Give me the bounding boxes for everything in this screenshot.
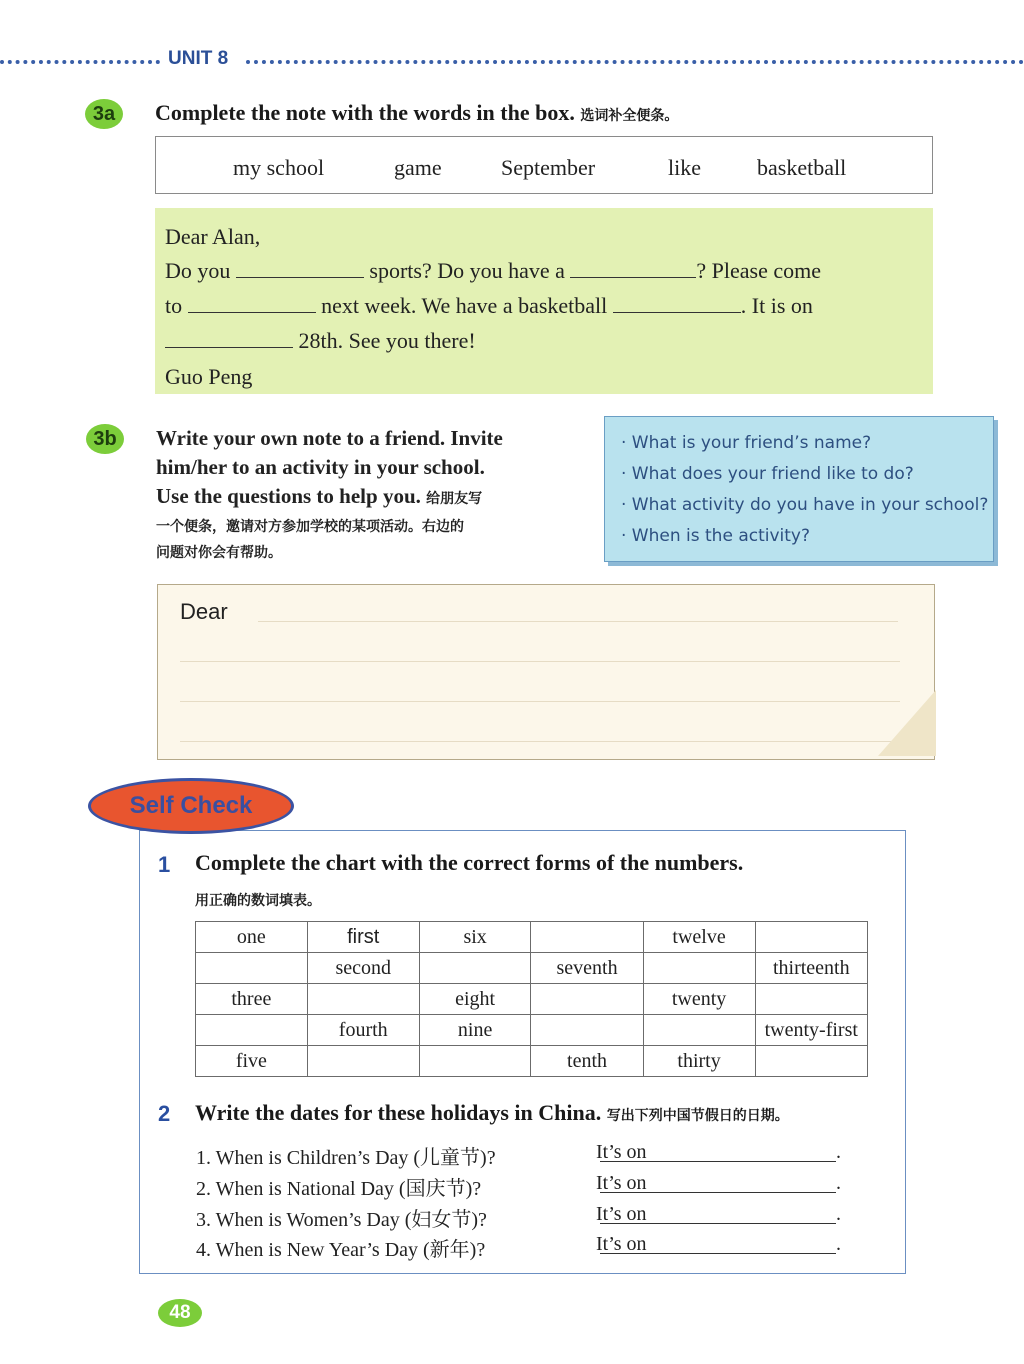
writing-line bbox=[258, 621, 898, 622]
chart-cell: one bbox=[196, 922, 308, 953]
badge-3a: 3a bbox=[85, 99, 123, 129]
question-item: · What is your friend’s name? bbox=[621, 433, 872, 453]
chart-cell-blank[interactable] bbox=[531, 922, 643, 953]
note-blank[interactable] bbox=[613, 294, 741, 313]
instruction-q1: Complete the chart with the correct forms of the numbers. bbox=[195, 850, 744, 875]
instruction-3a: Complete the note with the words in the box. 选词补全便条。 bbox=[155, 100, 679, 125]
chart-cell-blank[interactable] bbox=[419, 953, 531, 984]
chart-cell-blank[interactable] bbox=[307, 1046, 419, 1077]
unit-label: UNIT 8 bbox=[168, 48, 229, 69]
question-number-2: 2 bbox=[158, 1101, 171, 1126]
chart-cell: five bbox=[196, 1046, 308, 1077]
chart-cell-blank[interactable] bbox=[196, 1015, 308, 1046]
chart-cell: twelve bbox=[643, 922, 755, 953]
chart-cell: thirty bbox=[643, 1046, 755, 1077]
note-signature: Guo Peng bbox=[165, 364, 253, 389]
chart-row bbox=[196, 1015, 868, 1046]
header-dots-left bbox=[0, 60, 160, 64]
answer-blank[interactable] bbox=[600, 1161, 836, 1162]
chart-cell: fourth bbox=[307, 1015, 419, 1046]
question-item: · What does your friend like to do? bbox=[621, 464, 914, 484]
page-fold-decoration bbox=[878, 690, 936, 756]
note-line-2: to next week. We have a basketball . It is on bbox=[165, 293, 813, 318]
writing-line bbox=[180, 701, 900, 702]
writing-area[interactable] bbox=[157, 584, 935, 760]
question-number-1: 1 bbox=[158, 852, 171, 877]
note-blank[interactable] bbox=[236, 259, 364, 278]
chart-cell-blank[interactable] bbox=[755, 1046, 867, 1077]
chart-cell-blank[interactable] bbox=[643, 1015, 755, 1046]
writing-line bbox=[180, 661, 900, 662]
chart-cell: eight bbox=[419, 984, 531, 1015]
self-check-title: Self Check bbox=[88, 778, 294, 834]
numbers-chart bbox=[195, 921, 868, 1077]
question-item: · What activity do you have in your school? bbox=[621, 495, 989, 515]
chart-cell-blank[interactable] bbox=[196, 953, 308, 984]
chart-cell: three bbox=[196, 984, 308, 1015]
word-option: September bbox=[501, 155, 596, 180]
holiday-item: 4. When is New Year’s Day (新年)? It’s on . bbox=[196, 1233, 841, 1261]
chart-row bbox=[196, 922, 868, 953]
page-number: 48 bbox=[158, 1299, 202, 1327]
note-blank[interactable] bbox=[188, 294, 316, 313]
note-line-3: 28th. See you there! bbox=[165, 328, 476, 354]
questions-box bbox=[604, 416, 994, 562]
chart-cell: twenty-first bbox=[755, 1015, 867, 1046]
note-greeting: Dear Alan, bbox=[165, 224, 261, 249]
answer-blank[interactable] bbox=[600, 1223, 836, 1224]
chart-cell-blank[interactable] bbox=[531, 984, 643, 1015]
holiday-item: 3. When is Women’s Day (妇女节)? It’s on . bbox=[196, 1203, 841, 1231]
badge-3b: 3b bbox=[86, 424, 124, 454]
chart-cell-blank[interactable] bbox=[755, 922, 867, 953]
word-option: game bbox=[394, 155, 442, 180]
chart-cell: first bbox=[307, 922, 419, 953]
word-box bbox=[155, 136, 933, 194]
holiday-item: 2. When is National Day (国庆节)? It’s on . bbox=[196, 1172, 841, 1200]
chart-cell: nine bbox=[419, 1015, 531, 1046]
note-blank[interactable] bbox=[165, 329, 293, 348]
chart-cell: six bbox=[419, 922, 531, 953]
answer-blank[interactable] bbox=[600, 1253, 836, 1254]
chart-cell-blank[interactable] bbox=[531, 1015, 643, 1046]
chart-cell: second bbox=[307, 953, 419, 984]
chart-cell-blank[interactable] bbox=[755, 984, 867, 1015]
word-option: basketball bbox=[757, 155, 847, 180]
chart-cell-blank[interactable] bbox=[419, 1046, 531, 1077]
word-option: like bbox=[668, 155, 701, 180]
chart-cell-blank[interactable] bbox=[307, 984, 419, 1015]
note-line-1: Do you sports? Do you have a ? Please come bbox=[165, 258, 822, 283]
chart-row bbox=[196, 1046, 868, 1077]
chart-cell: seventh bbox=[531, 953, 643, 984]
chart-cell: tenth bbox=[531, 1046, 643, 1077]
header-dots-right bbox=[246, 60, 1024, 64]
chart-row bbox=[196, 953, 868, 984]
question-item: · When is the activity? bbox=[621, 526, 811, 546]
writing-start: Dear bbox=[180, 599, 228, 624]
chart-cell: twenty bbox=[643, 984, 755, 1015]
writing-line bbox=[180, 741, 900, 742]
holiday-item: 1. When is Children’s Day (儿童节)? It’s on . bbox=[196, 1141, 841, 1169]
chart-cell-blank[interactable] bbox=[643, 953, 755, 984]
note-blank[interactable] bbox=[570, 259, 696, 278]
instruction-3b: Write your own note to a friend. Invite him/her to an activity in your school. Use the questions to help you. 给朋友写 一个便条，邀请对方参加学校的某项活动。右边的 问题对你会有帮助。 bbox=[156, 426, 503, 561]
chart-cell: thirteenth bbox=[755, 953, 867, 984]
instruction-q1-cn: 用正确的数词填表。 bbox=[195, 893, 321, 909]
word-option: my school bbox=[233, 155, 325, 180]
instruction-q2: Write the dates for these holidays in China. 写出下列中国节假日的日期。 bbox=[195, 1100, 789, 1125]
answer-blank[interactable] bbox=[600, 1192, 836, 1193]
note-card bbox=[155, 208, 933, 394]
chart-row bbox=[196, 984, 868, 1015]
